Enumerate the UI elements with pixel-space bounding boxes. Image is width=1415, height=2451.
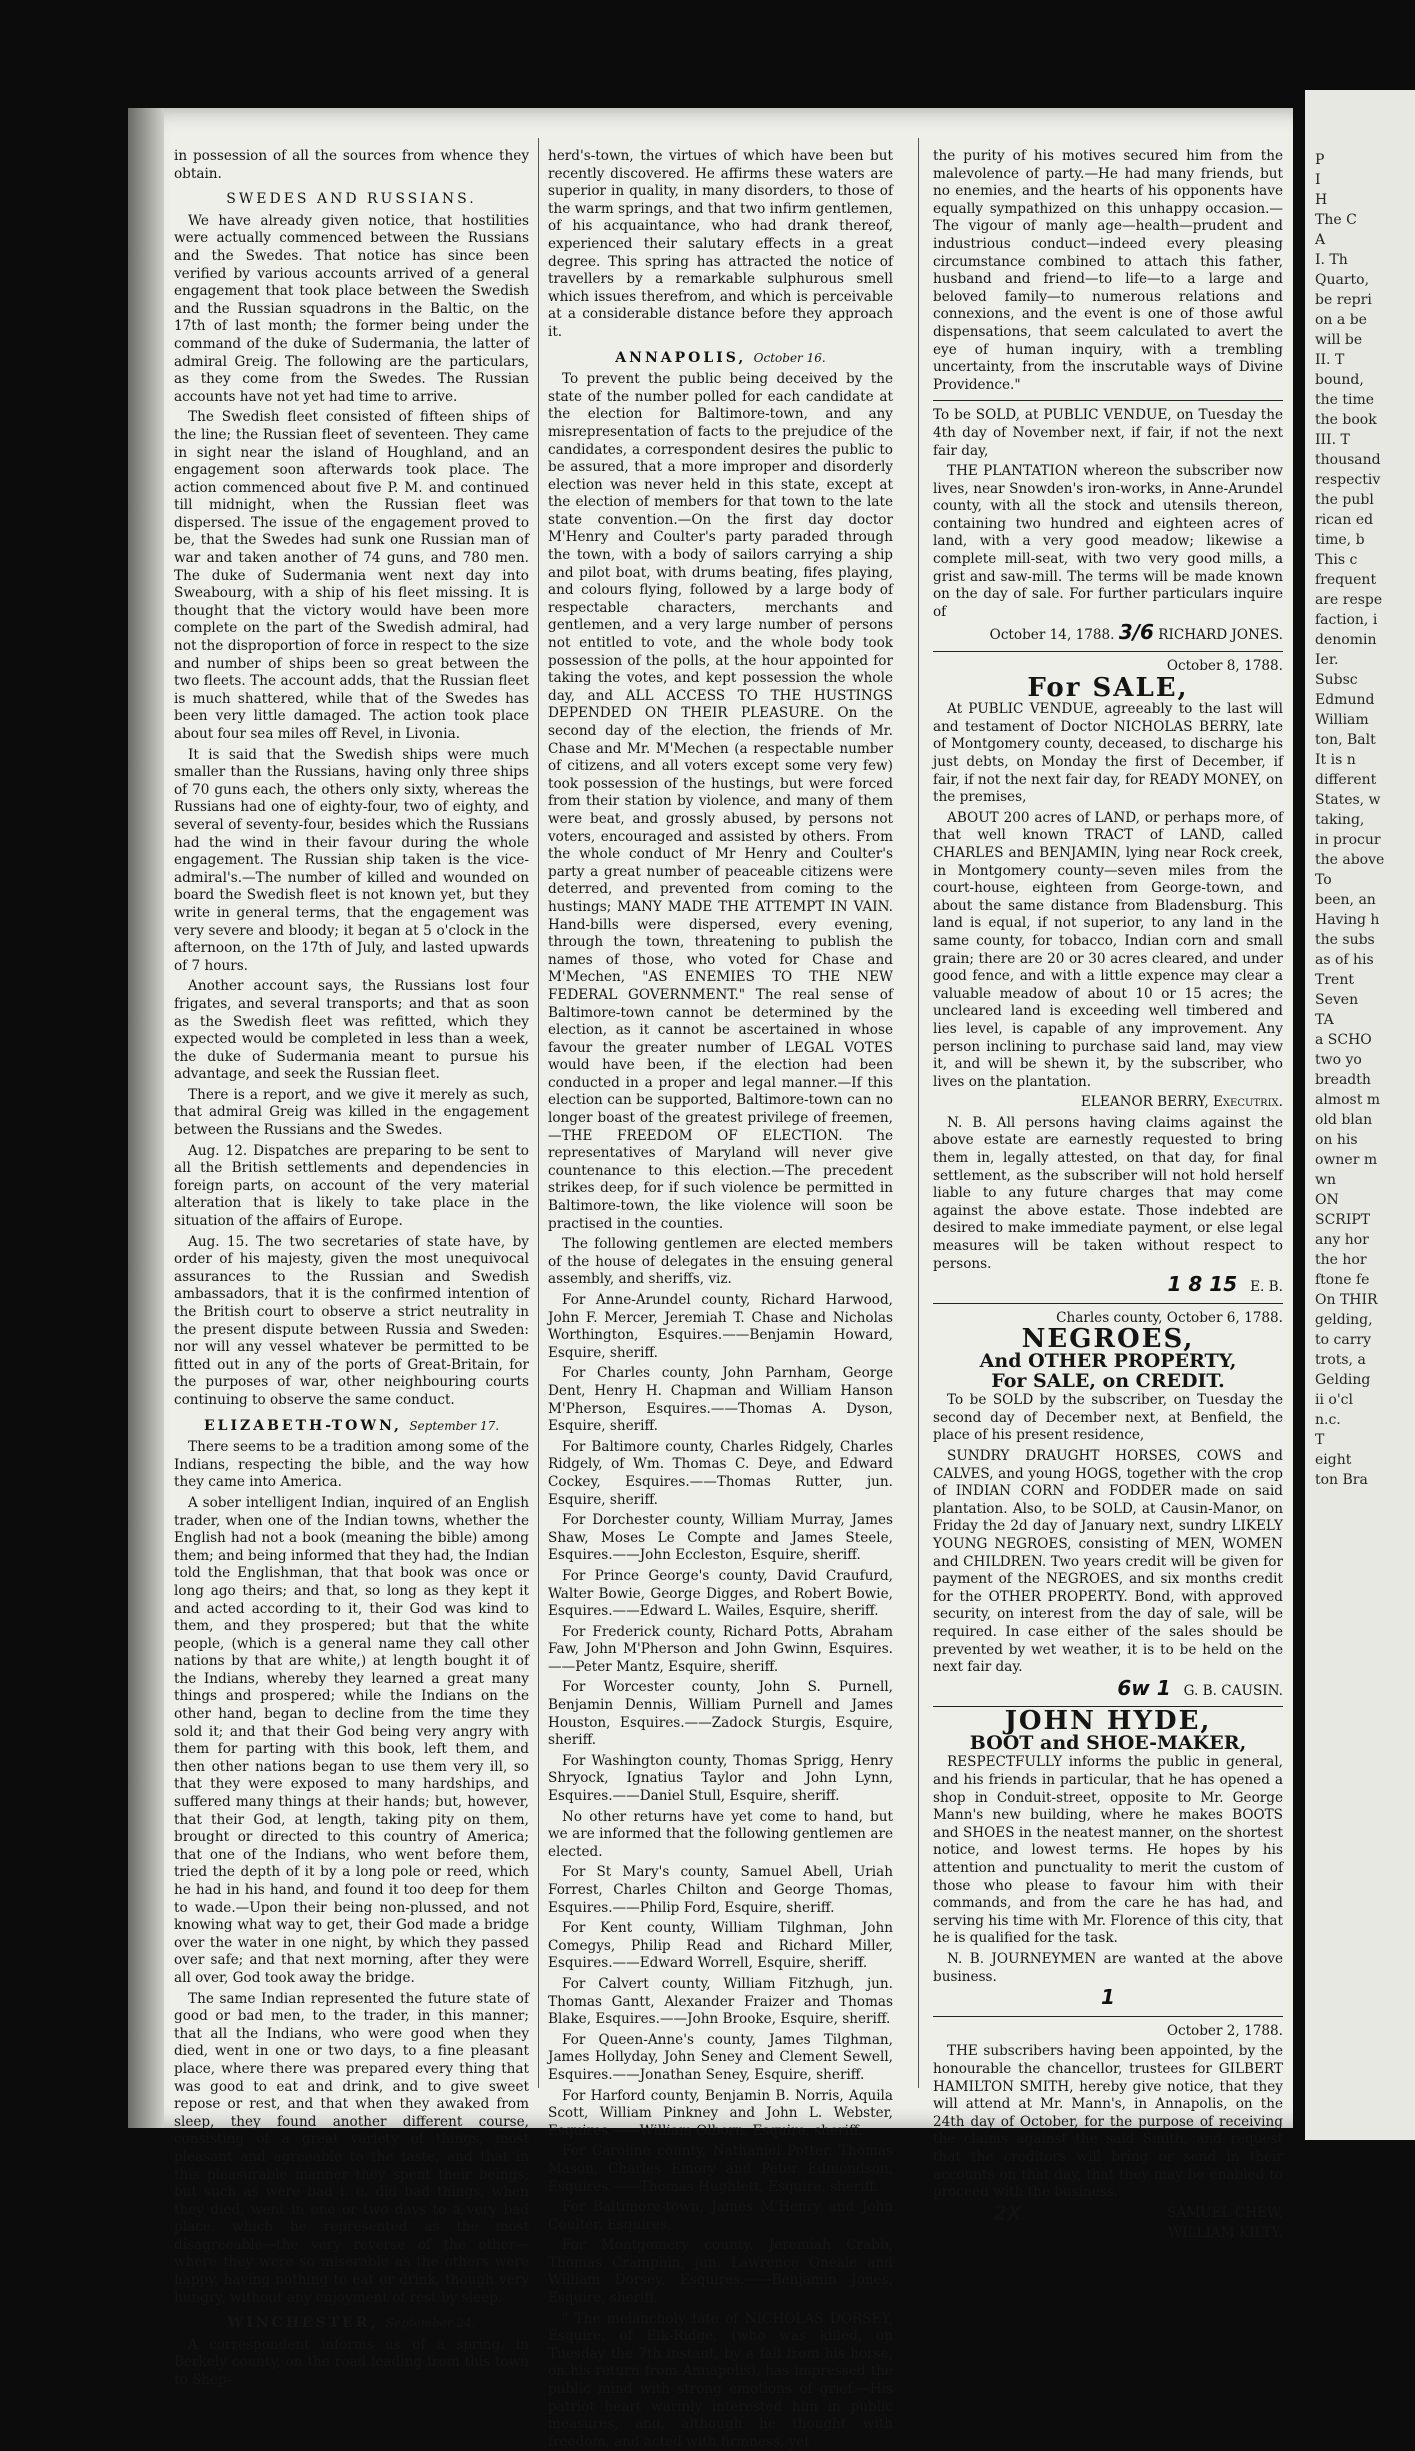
county-entry: For Frederick county, Richard Potts, Abraham Faw, John M'Pherson and John Gwinn, Esquires.——Peter Mantz, Esquire, sheriff. [548,1623,893,1675]
ad-signer: ELEANOR BERRY, Executrix. [1080,1094,1283,1111]
book-spine-shadow [128,108,164,2128]
fragment-line: rican ed [1315,512,1374,528]
ad-signature [933,2200,1283,2225]
fragment-line: been, an [1315,892,1376,908]
fragment-line: almost m [1315,1092,1381,1108]
ad-signer: G. B. CAUSIN. [1183,1682,1283,1699]
county-entry: For Kent county, William Tilghman, John Comegys, Philip Read and Richard Miller, Esquires.——Edward Worrell, Esquire, sheriff. [548,1920,893,1972]
fragment-line: on his [1315,1132,1358,1148]
paragraph: The following gentlemen are elected members of the house of delegates in the ensuing general assembly, and sheriffs, viz. [548,1236,893,1288]
handwritten-mark: 1 [1101,1985,1115,2010]
fragment-line: the above [1315,852,1385,868]
fragment-line: III. T [1315,432,1350,448]
fragment-line: old blan [1315,1112,1373,1128]
fragment-line: the subs [1315,932,1375,948]
fragment-line: This c [1315,552,1358,568]
paragraph: A sober intelligent Indian, inquired of an English trader, when one of the Indian towns, whether the English had not a book (meaning the bible) among them; and being informed that they had, the Indian told the Englishman, that that book was once or long ago theirs; and that, so long as they kept it and acted according to it, their God was kind to them, and they prospered; but that the white people, (which is a general name they call other nations by that are white,) at length bought it of the Indians, whereby they learned a great many things and prospered; while the Indians on the other hand, began to decline from the time they sold it; and that their God being very angry with them for parting with this book, left them, and then other nations began to use them very ill, so that they were exposed to many hardships, and suffered many things at their hands; but, however, that their God, at length, taking pity on them, brought or directed to this country of America; that one of the Indians, who went before them, tried the depth of it by a long pole or reed, which he had in his hand, and found it too deep for them to wade.—Upon their being non-plussed, and not knowing what way to get, their God made a bridge over the water in one night, by which they passed over safe; and that next morning, after they were all over, God took away the bridge. [174,1494,529,1986]
ad-heading: To be SOLD, at PUBLIC VENDUE, on Tuesday the 4th day of November next, if fair, if not the next fair day, [933,407,1283,459]
fragment-line: States, w [1315,792,1381,808]
fragment-line: It is n [1315,752,1356,768]
county-entry: For Baltimore county, Charles Ridgely, Charles Ridgely, of Wm. Thomas C. Deye, and Edward Cockey, Esquires.——Thomas Rutter, jun. Esquire, sheriff. [548,1438,893,1508]
paragraph: The same Indian represented the future state of good or bad men, to the trader, in this manner; that all the Indians, who were good when they died, went in one or two days, to a fine pleasant place, where there was prepared every thing that was good to eat and drink, and to give sweet repose or rest, and that when they awaked from sleep, they found another different course, consisting of a great variety of things, most pleasant and agreeable to the taste, and that in this pleasurable manner they spent their beings; but such as were bad i. e. did bad things, when they died, went in one or two days to a very bad place, which he represented as the most disagreeable—the very reverse of the other—where they were so miserable as the others were happy, having nothing to eat or drink, though very hungry, without any enjoyment of rest by sleep. [174,1990,529,2306]
dateline-date: September 17. [409,1418,500,1433]
fragment-line: On THIR [1315,1292,1378,1308]
fragment-lines [1305,90,1415,1490]
county-entry: For Harford county, Benjamin B. Norris, Aquila Scott, William Pinkney and John L. Webster, Esquires.——William Olborn, Esquire, sheriff. [548,2087,893,2139]
county-entry: For St Mary's county, Samuel Abell, Uriah Forrest, Charles Chilton and George Thomas, Esquires.——Philip Ford, Esquire, sheriff. [548,1864,893,1916]
dateline-date: October 16. [753,350,826,365]
fragment-line: two yo [1315,1052,1362,1068]
county-election-list [548,1292,893,1806]
fragment-line: Gelding [1315,1372,1371,1388]
ad-body: THE subscribers having been appointed, by the honourable the chancellor, trustees for GILBERT HAMILTON SMITH, hereby give notice, that they will attend at Mr. Mann's, in Annapolis, on the 24th day of October, for the purpose of receiving the claims against the said Smith, and request that the creditors will bring or send in their accounts on that day, that they may be enabled to proceed with the business. [933,2043,1283,2201]
paragraph: A correspondent informs us of a spring, in Berkely county, on the road leading from this town to Shep- [174,2336,529,2389]
county-entry: For Charles county, John Parnham, George Dent, Henry H. Chapman and William Hanson M'Pherson, Esquires.——Thomas A. Dyson, Esquire, sheriff. [548,1365,893,1435]
ad-subtitle: And OTHER PROPERTY, [979,1350,1237,1372]
ad-subtitle: For SALE, on CREDIT. [991,1369,1225,1392]
paragraph: Another account says, the Russians lost four frigates, and several transports; and that as soon as the Swedish fleet was refitted, which they expected would be completed in less than a week, the duke of Sudermania meant to pursue his advantage, and seek the Russian fleet. [174,978,529,1083]
ad-date: October 8, 1788. [1166,658,1283,675]
fragment-line: respectiv [1315,472,1381,488]
fragment-line: different [1315,772,1377,788]
fragment-line: taking, [1315,812,1365,828]
ad-initials: E. B. [1250,1279,1283,1296]
dateline-place: ELIZABETH-TOWN, [203,1417,402,1434]
fragment-line: breadth [1315,1072,1371,1088]
paragraph: To prevent the public being deceived by the state of the number polled for each candidate at the election for Baltimore-town, and any misrepresentation of facts to the prejudice of the candidates, a correspondent desires the public to be assured, that a more improper and disorderly election was never held in this state, except at the election of members for that town to the late state convention.—On the first day doctor M'Henry and Coulter's party paraded through the town, with a body of sailors carrying a ship and pilot boat, with drums beating, fifes playing, and colours flying, followed by a large body of respectable characters, merchants and gentlemen, and a very large number of persons not entitled to vote, and the whole body took possession of the polls, at the hour appointed for taking the votes, and kept possession the whole day, and ALL ACCESS TO THE HUSTINGS DEPENDED ON THEIR PLEASURE. On the second day of the election, the friends of Mr. Chase and Mr. M'Mechen (a respectable number of citizens, and all voters except some very few) took possession of the hustings, but were forced from their station by violence, and many of them were beat, and grossly abused, by persons not voters, encouraged and assisted by others. From the whole conduct of Mr Henry and Coulter's party a great number of peaceable citizens were deterred, and prevented from coming to the hustings; MANY MADE THE ATTEMPT IN VAIN. Hand-bills were dispersed, every evening, through the town, threatening to publish the names of those, who voted for Chase and M'Mechen, "AS ENEMIES TO THE NEW FEDERAL GOVERNMENT." The real sense of Baltimore-town cannot be determined by the election, as it cannot be ascertained in whose favour the greater number of LEGAL VOTES would have been, if the election had been conducted in a proper and legal manner.—If this election can be supported, Baltimore-town can no longer boast of the greatest privilege of freemen,—THE FREEDOM OF ELECTION. The representatives of Maryland will never give countenance to this election.—The precedent strikes deep, for if such violence be permitted in Baltimore-town, the like violence will soon be practised in the counties. [548,371,893,1232]
fragment-line: eight [1315,1452,1352,1468]
ad-signer: SAMUEL CHEW, [1167,2204,1283,2221]
fragment-line: TA [1315,1012,1334,1028]
fragment-line: gelding, [1315,1312,1373,1328]
ad-title: NEGROES, [1021,1324,1195,1355]
fragment-line: ton Bra [1315,1472,1368,1488]
fragment-line: to carry [1315,1332,1371,1348]
fragment-line: I [1315,172,1321,188]
fragment-line: a SCHO [1315,1032,1372,1048]
fragment-line: frequent [1315,572,1377,588]
dateline [174,1418,529,1436]
fragment-line: ftone fe [1315,1272,1370,1288]
handwritten-mark-row [933,1985,1283,2010]
dateline [548,350,893,368]
column-rule [918,138,919,2088]
fragment-line: Quarto, [1315,272,1370,288]
ad-body: SUNDRY DRAUGHT HORSES, COWS and CALVES, and young HOGS, together with the crop of INDIAN CORN and FODDER made on said plantation. Also, to be SOLD, at Causin-Manor, on Friday the 2d day of January next, sundry LIKELY YOUNG NEGROES, consisting of MEN, WOMEN and CHILDREN. Two years credit will be given for payment of the NEGROES, and six months credit for the OTHER PROPERTY. Bond, with approved security, on interest from the day of sale, will be required. In case either of the sales should be prevented by wet weather, it is to be held on the next fair day. [933,1447,1283,1676]
fragment-line: denomin [1315,632,1377,648]
fragment-line: be repri [1315,292,1372,308]
ad-signature [933,620,1283,645]
separator [933,651,1283,652]
county-entry: For Dorchester county, William Murray, James Shaw, Moses Le Compte and James Steele, Esquires.——John Eccleston, Esquire, sheriff. [548,1512,893,1564]
column-rule [538,138,539,2088]
handwritten-mark: 3/6 [1118,620,1154,645]
fragment-line: The C [1315,212,1357,228]
section-heading: SWEDES AND RUSSIANS. [226,191,477,208]
column-left [174,148,529,2389]
ad-date: October 14, 1788. [989,627,1115,644]
ad-signer: WILLIAM KILTY. [1168,2225,1283,2242]
dateline-place: WINCHESTER, [227,2315,379,2332]
fragment-line: Seven [1315,992,1359,1008]
fragment-line: will be [1315,332,1363,348]
intro-text: in possession of all the sources from whence they obtain. [174,148,529,182]
paragraph: herd's-town, the virtues of which have been but recently discovered. He affirms these waters are superior in quality, in many disorders, to those of the warm springs, and that two infirm gentlemen, of his acquaintance, who had drank thereof, experienced their salutary effects in a great degree. This spring has attracted the notice of travellers by a remarkable sulphurous smell which issues therefrom, and which is perceivable at a considerable distance before they approach it. [548,148,893,340]
paragraph: There seems to be a tradition among some of the Indians, respecting the bible, and the way how they came into America. [174,1439,529,1491]
paragraph: the purity of his motives secured him from the malevolence of party.—He had many friends, but no enemies, and the hearts of his opponents have equally sympathized on this unhappy occasion.—The vigour of manly age—health—prudent and industrious conduct—indeed every pleasing circumstance combined to attach this father, husband and friend—to life—to a large and beloved family—to numerous relations and connexions, and the event is one of those awful dispensations, that seem calculated to avert the eye of human inquiry, with a trembling uncertainty, from the inscrutable ways of Divine Providence." [933,148,1283,393]
ad-initials-row [933,1272,1283,1297]
county-entry: For Washington county, Thomas Sprigg, Henry Shryock, Ignatius Taylor and John Lynn, Esquires.——Daniel Stull, Esquire, sheriff. [548,1752,893,1805]
adjacent-page-fragment [1305,90,1415,2140]
ad-title: JOHN HYDE, [1004,1706,1212,1737]
ad-signature [933,1675,1283,1701]
fragment-line: To [1315,872,1332,888]
fragment-line: the hor [1315,1252,1367,1268]
fragment-line: I. Th [1315,252,1348,268]
fragment-line: are respe [1315,592,1383,608]
paragraph: The Swedish fleet consisted of fifteen ships of the line; the Russian fleet of seventeen. They came in sight near the island of Houghland, and an engagement soon afterwards took place. The action commenced about five P. M. and continued till midnight, when the Russian fleet was dispersed. The issue of the engagement proved to be, that the Swedes had sunk one Russian man of war and taken another of 74 guns, and 780 men. The duke of Sudermania went next day into Sweabourg, with a ship of his fleet missing. It is thought that the victory would have been more complete on the part of the Swedish admiral, had not the disproportion of force in respect to the size and number of ships been so great between the two fleets. The account adds, that the Russian fleet is much shattered, while that of the Swedes has been very little damaged. The action took place about four sea miles off Revel, in Livonia. [174,409,529,742]
fragment-line: A [1315,232,1326,248]
fragment-line: in procur [1315,832,1381,848]
fragment-line: as of his [1315,952,1374,968]
separator [933,400,1283,401]
fragment-line: n.c. [1315,1412,1341,1428]
fragment-line: T [1315,1432,1325,1448]
fragment-line: II. T [1315,352,1345,368]
fragment-line: thousand [1315,452,1381,468]
ad-date: Charles county, October 6, 1788. [1056,1309,1283,1326]
county-entry: For Prince George's county, David Craufurd, Walter Bowie, George Digges, and Robert Bowie, Esquires.——Edward L. Wailes, Esquire, sheriff. [548,1567,893,1620]
fragment-line: Trent [1315,972,1354,988]
paragraph: We have already given notice, that hostilities were actually commenced between the Russians and the Swedes. That notice has since been verified by various accounts arrived of a general engagement that took place between the Swedish and the Russian squadrons in the Baltic, on the 17th of last month; the former being under the command of the duke of Sudermania, the latter of admiral Greig. The following are the particulars, as they come from the Swedes. The Russian accounts have not yet had time to arrive. [174,212,529,405]
fragment-line: time, b [1315,532,1365,548]
ad-subtitle: BOOT and SHOE-MAKER, [969,1731,1247,1754]
paragraph: Aug. 15. The two secretaries of state have, by order of his majesty, given the most unequivocal assurances to the Russian and Swedish ambassadors, that it is the confirmed intention of the British court to observe a strict neutrality in the present dispute between Russia and Sweden: nor will any vessel whatever be permitted to be fitted out in any of the ports of Great-Britain, for the purposes of war, other neighbouring courts continuing to observe the same conduct. [174,1233,529,1408]
fragment-line: H [1315,192,1328,208]
fragment-line: the publ [1315,492,1374,508]
county-election-list [548,1864,893,2307]
fragment-line: bound, [1315,372,1364,388]
ad-heading: At PUBLIC VENDUE, agreeably to the last will and testament of Doctor NICHOLAS BERRY, late of Montgomery county, deceased, to discharge his just debts, on Monday the first of December, if fair, if not the next fair day, for READY MONEY, on the premises, [933,701,1283,806]
county-entry: For Anne-Arundel county, Richard Harwood, John F. Mercer, Jeremiah T. Chase and Nicholas Worthington, Esquires.——Benjamin Howard, Esquire, sheriff. [548,1292,893,1361]
ad-note: N. B. JOURNEYMEN are wanted at the above business. [933,1951,1283,1985]
fragment-line: owner m [1315,1152,1378,1168]
county-entry: For Worcester county, John S. Purnell, Benjamin Dennis, William Purnell and James Houston, Esquires.——Zadock Sturgis, Esquire, sheriff. [548,1679,893,1749]
fragment-line: Edmund [1315,692,1375,708]
newspaper-page [128,108,1293,2450]
handwritten-mark: 2X [993,2200,1023,2225]
fragment-line: ii o'cl [1315,1392,1354,1408]
county-entry: For Queen-Anne's county, James Tilghman, James Hollyday, John Seney and Clement Sewell, Esquires.——Jonathan Seney, Esquire, sheriff. [548,2031,893,2083]
fragment-line: P [1315,152,1325,168]
fragment-line: ton, Balt [1315,732,1376,748]
separator [933,2016,1283,2017]
paragraph: Aug. 12. Dispatches are preparing to be sent to all the British settlements and dependencies in foreign parts, on account of the very material alteration that is likely to take place in the situation of the affairs of Europe. [174,1142,529,1230]
fragment-line: faction, i [1315,612,1378,628]
paragraph: No other returns have yet come to hand, but we are informed that the following gentlemen are elected. [548,1808,893,1860]
fragment-line: on a be [1315,312,1367,328]
column-middle [548,148,893,2450]
fragment-line: Ier. [1315,652,1339,668]
county-entry: For Baltimore-town, James M'Henry and John Coulter, Esquires. [548,2199,893,2233]
fragment-line: ON [1315,1192,1339,1208]
dateline-place: ANNAPOLIS, [615,349,747,366]
ad-body: ABOUT 200 acres of LAND, or perhaps more, of that well known TRACT of LAND, called CHARLES and BENJAMIN, lying near Rock creek, in Montgomery county—seven miles from the court-house, eighteen from George-town, and about the same distance from Bladensburg. This land is equal, if not superior, to any land in the same county, for tobacco, Indian corn and small grain; there are 20 or 30 acres cleared, and under good fence, and with a little expence may clear a valuable meadow of about 10 or 15 acres; the uncleared land is exceeding well timbered and lies level, is capable of any improvement. Any person inclining to purchase said land, may view it, and will be shewn it, by the subscriber, who lives on the plantation. [933,809,1283,1090]
separator [933,1303,1283,1304]
paragraph: There is a report, and we give it merely as such, that admiral Greig was killed in the engagement between the Russians and the Swedes. [174,1086,529,1139]
dateline [174,2315,529,2333]
ad-date: October 2, 1788. [1166,2022,1283,2039]
county-entry: For Montgomery county, Jeremiah Crabb, Thomas Cramphin, jun. Lawrence Oneale and William Dorsey, Esquires.——Benjamin Jones, Esquire, sheriff. [548,2237,893,2307]
ad-signer: RICHARD JONES. [1158,627,1283,644]
handwritten-mark: 1 8 15 [1167,1272,1238,1297]
paragraph: " The melancholy fate of NICHOLAS DORSEY, Esquire, of Elk-Ridge, (who was killed, on Tuesday the 7th instant, by a fall from his horse, on his return from Annapolis), has impressed the public mind with strong emotions of grief.—His patriot heart warmly interested him in public measures, and, although he thought with freedom, and acted with firmness, yet [548,2310,893,2450]
fragment-line: the time [1315,392,1375,408]
fragment-line: Having h [1315,912,1380,928]
fragment-line: any hor [1315,1232,1369,1248]
ad-body: RESPECTFULLY informs the public in general, and his friends in particular, that he has opened a shop in Conduit-street, opposite to Mr. George Mann's new building, where he makes BOOTS and SHOES in the neatest manner, on the shortest notice, and lowest terms. He hopes by his attention and punctuality to merit the custom of those who please to favour him with their commands, and from the care he has had, and serving his time with Mr. Florence of this city, that he is qualified for the task. [933,1754,1283,1947]
fragment-line: Subsc [1315,672,1358,688]
ad-heading: To be SOLD by the subscriber, on Tuesday the second day of December next, at Benfield, the place of his present residence, [933,1392,1283,1444]
ad-note: N. B. All persons having claims against the above estate are earnestly requested to bring them in, legally attested, on that day, for final settlement, as the subscriber will not hold herself liable to any future charges that may come against the above estate. Those indebted are desired to make immediate payment, or else legal measures will be taken without respect to persons. [933,1114,1283,1272]
fragment-line: SCRIPT [1315,1212,1371,1228]
dateline-date: September 24. [385,2316,476,2331]
ad-title: For SALE, [1027,672,1189,703]
column-right [933,148,1283,2242]
paragraph: It is said that the Swedish ships were much smaller than the Russians, having only three ships of 70 guns each, the others only sixty, whereas the Russians had one of eighty-four, two of eighty, and several of seventy-four, besides which the Russians had the wind in their favour during the whole engagement. The Russian ship taken is the vice-admiral's.—The number of killed and wounded on board the Swedish fleet is not known yet, but they write in general terms, that the engagement was very severe and bloody; it began at 5 o'clock in the afternoon, on the 17th of July, and lasted upwards of 7 hours. [174,746,529,974]
county-entry: For Caroline county, Nathaniel Potter, Thomas Mason, Charles Emory and Peter Edmondson, Esquires.——Thomas Hughlett, Esquire, sheriff. [548,2143,893,2195]
fragment-line: wn [1315,1172,1336,1188]
handwritten-mark: 6w 1 [1117,1675,1171,1700]
ad-body: THE PLANTATION whereon the subscriber now lives, near Snowden's iron-works, in Anne-Arundel county, with all the stock and utensils thereon, containing two hundred and eighteen acres of land, with a very good meadow; likewise a complete mill-seat, with two very good mills, a grist and saw-mill. The terms will be made known on the day of sale. For further particulars inquire of [933,463,1283,620]
fragment-line: the book [1315,412,1377,428]
fragment-line: William [1315,712,1369,728]
fragment-line: trots, a [1315,1352,1366,1368]
county-entry: For Calvert county, William Fitzhugh, jun. Thomas Gantt, Alexander Fraizer and Thomas Blake, Esquires.——John Brooke, Esquire, sheriff. [548,1975,893,2028]
